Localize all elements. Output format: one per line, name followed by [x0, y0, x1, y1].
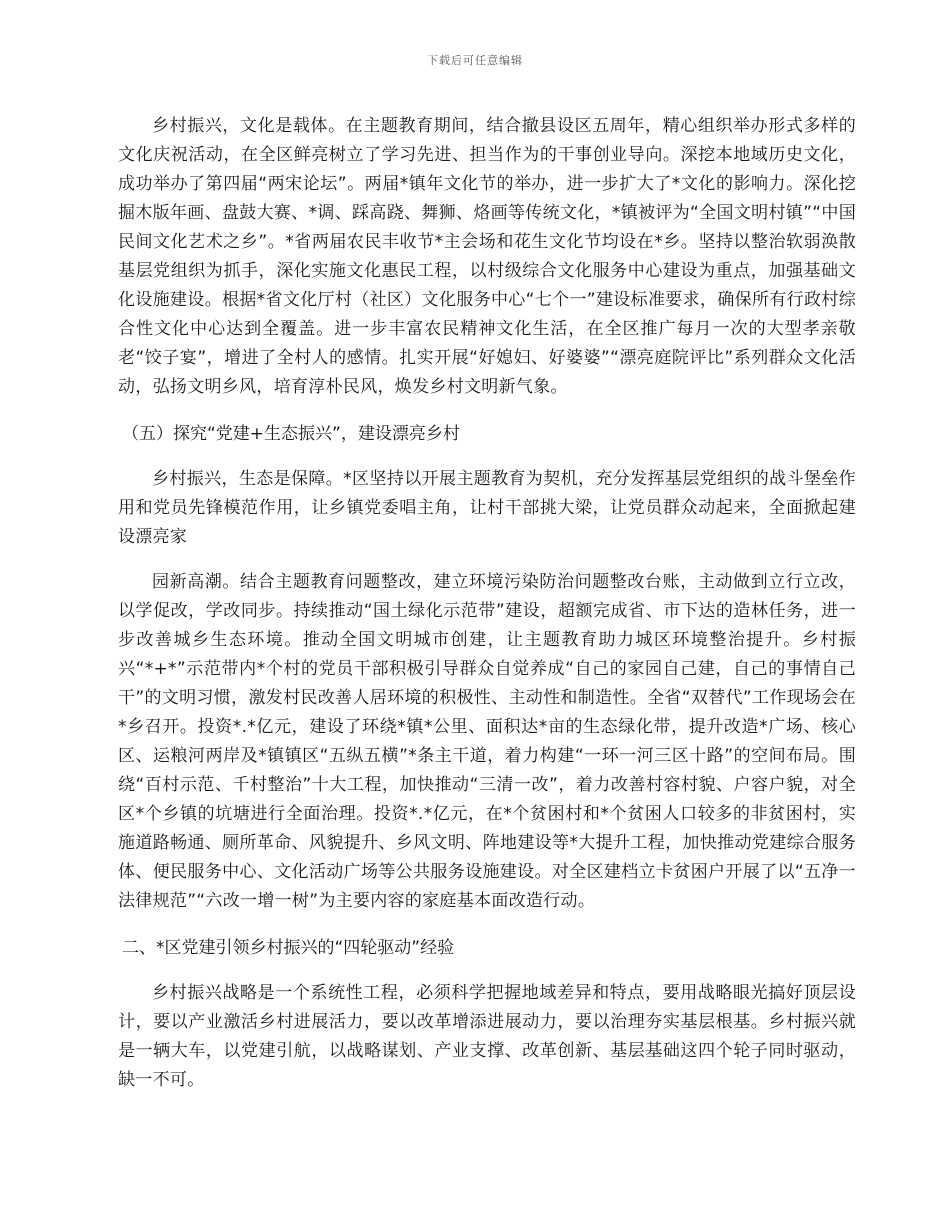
paragraph-ecology-detail: 园新高潮。结合主题教育问题整改，建立环境污染防治问题整改台账，主动做到立行立改，以学促改，学改同步。持续推动“国土绿化示范带”建设，超额完成省、市下达的造林任务，进一步改善城乡生态环境。推动全国文明城市创建，让主题教育助力城区环境整治提升。乡村振兴“*+*”示范带内*个村的党员干部积极引导群众自觉养成“自己的家园自己建，自己的事情自己干”的文明习惯，激发村民改善人居环境的积极性、主动性和制造性。全省“双替代”工作现场会在*乡召开。投资*.*亿元，建设了环绕*镇*公里、面积达*亩的生态绿化带，提升改造*广场、核心区、运粮河两岸及*镇镇区“五纵五横”*条主干道，着力构建“一环一河三区十路”的空间布局。围绕“百村示范、千村整治”十大工程，加快推动“三清一改”，着力改善村容村貌、户容户貌，对全区*个乡镇的坑塘进行全面治理。投资*.*亿元，在*个贫困村和*个贫困人口较多的非贫困村，实施道路畅通、厕所革命、风貌提升、乡风文明、阵地建设等*大提升工程，加快推动党建综合服务体、便民服务中心、文化活动广场等公共服务设施建设。对全区建档立卡贫困户开展了以“五净一法律规范”“六改一增一树”为主要内容的家庭基本面改造行动。 — [118, 572, 856, 911]
paragraph-four-wheels: 乡村振兴战略是一个系统性工程，必须科学把握地域差异和特点，要用战略眼光搞好顶层设计，要以产业激活乡村进展活力，要以改革增添进展动力，要以治理夯实基层根基。乡村振兴就是一辆大车，以党建引航，以战略谋划、产业支撑、改革创新、基层基础这四个轮子同时驱动，缺一不可。 — [118, 983, 856, 1090]
paragraph-culture: 乡村振兴，文化是载体。在主题教育期间，结合撤县设区五周年，精心组织举办形式多样的文化庆祝活动，在全区鲜亮树立了学习先进、担当作为的干事创业导向。深挖本地域历史文化，成功举办了第四届“两宋论坛”。两届*镇年文化节的举办，进一步扩大了*文化的影响力。深化挖掘木版年画、盘鼓大赛、*调、踩高跷、舞狮、烙画等传统文化，*镇被评为“全国文明村镇”“中国民间文化艺术之乡”。*省两届农民丰收节*主会场和花生文化节均设在*乡。坚持以整治软弱涣散基层党组织为抓手，深化实施文化惠民工程，以村级综合文化服务中心建设为重点，加强基础文化设施建设。根据*省文化厅村（社区）文化服务中心“七个一”建设标准要求，确保所有行政村综合性文化中心达到全覆盖。进一步丰富农民精神文化生活，在全区推广每月一次的大型孝亲敬老“饺子宴”，增进了全村人的感情。扎实开展“好媳妇、好婆婆”“漂亮庭院评比”系列群众文化活动，弘扬文明乡风，培育淳朴民风，焕发乡村文明新气象。 — [118, 116, 856, 397]
paragraph-ecology-intro: 乡村振兴，生态是保障。*区坚持以开展主题教育为契机，充分发挥基层党组织的战斗堡垒作用和党员先锋模范作用，让乡镇党委唱主角，让村干部挑大梁，让党员群众动起来，全面掀起建设漂亮家 — [118, 469, 856, 547]
page-header: 下载后可任意编辑 — [427, 54, 523, 67]
section-heading-ecology: （五）探究“党建+生态振兴”，建设漂亮乡村 — [122, 424, 460, 444]
document-body — [118, 112, 856, 1095]
section-heading-four-wheels: 二、*区党建引领乡村振兴的“四轮驱动”经验 — [122, 938, 455, 958]
